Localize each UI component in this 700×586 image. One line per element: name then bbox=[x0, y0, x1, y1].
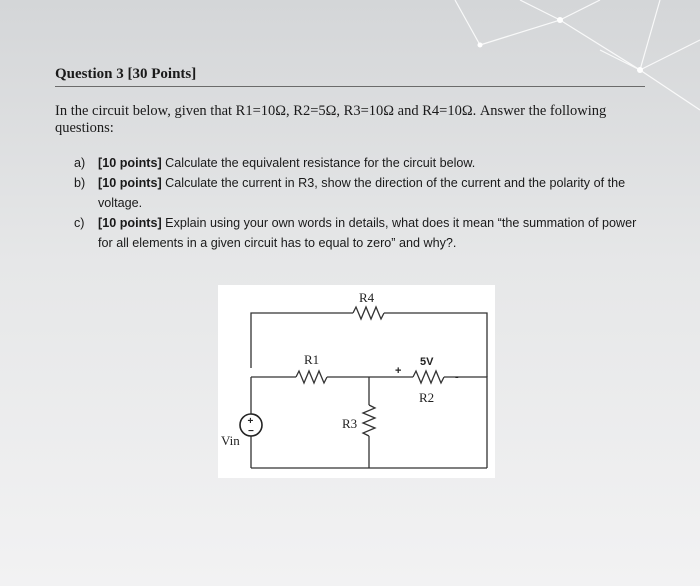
r2-resistor bbox=[413, 371, 444, 383]
r1-resistor bbox=[296, 371, 327, 383]
r4-resistor bbox=[353, 307, 384, 319]
vin-minus-sign: − bbox=[248, 426, 254, 437]
sub-question-c bbox=[74, 213, 654, 253]
circuit-diagram bbox=[218, 285, 495, 478]
source-voltage-label: 5V bbox=[420, 356, 434, 368]
r4-label: R4 bbox=[359, 290, 375, 305]
sub-question-a bbox=[74, 153, 654, 173]
r3-resistor bbox=[363, 405, 375, 436]
source-minus-sign: - bbox=[455, 371, 459, 383]
question-title: Question 3 [30 Points] bbox=[55, 66, 197, 82]
wire-top-left bbox=[251, 313, 353, 368]
vin-label: Vin bbox=[221, 433, 240, 448]
r2-label: R2 bbox=[419, 390, 435, 405]
sub-question-text: Calculate the current in R3, show the direction of the current and the polarity of the voltage. bbox=[98, 176, 626, 210]
sub-question-label: a) bbox=[74, 156, 86, 170]
points-tag: [10 points] bbox=[98, 176, 162, 190]
points-tag: [10 points] bbox=[98, 216, 162, 230]
title-divider bbox=[55, 86, 645, 87]
question-intro: In the circuit below, given that R1=10Ω, R2=5Ω, R3=10Ω and R4=10Ω. Answer the following questions: bbox=[55, 103, 607, 136]
wire-mid-right bbox=[444, 377, 487, 468]
r3-label: R3 bbox=[342, 416, 358, 431]
sub-question-text: Calculate the equivalent resistance for the circuit below. bbox=[161, 156, 476, 170]
vin-plus-sign: + bbox=[247, 416, 254, 427]
r1-label: R1 bbox=[304, 352, 320, 367]
source-plus-sign: + bbox=[395, 365, 402, 377]
sub-question-label: b) bbox=[74, 176, 86, 190]
sub-question-label: c) bbox=[74, 216, 85, 230]
sub-question-list bbox=[74, 153, 654, 253]
points-tag: [10 points] bbox=[98, 156, 162, 170]
sub-question-text: Explain using your own words in details, what does it mean “the summation of power for all elements in a given circuit has to equal to zero” and why?. bbox=[98, 216, 637, 250]
sub-question-b bbox=[74, 173, 654, 213]
